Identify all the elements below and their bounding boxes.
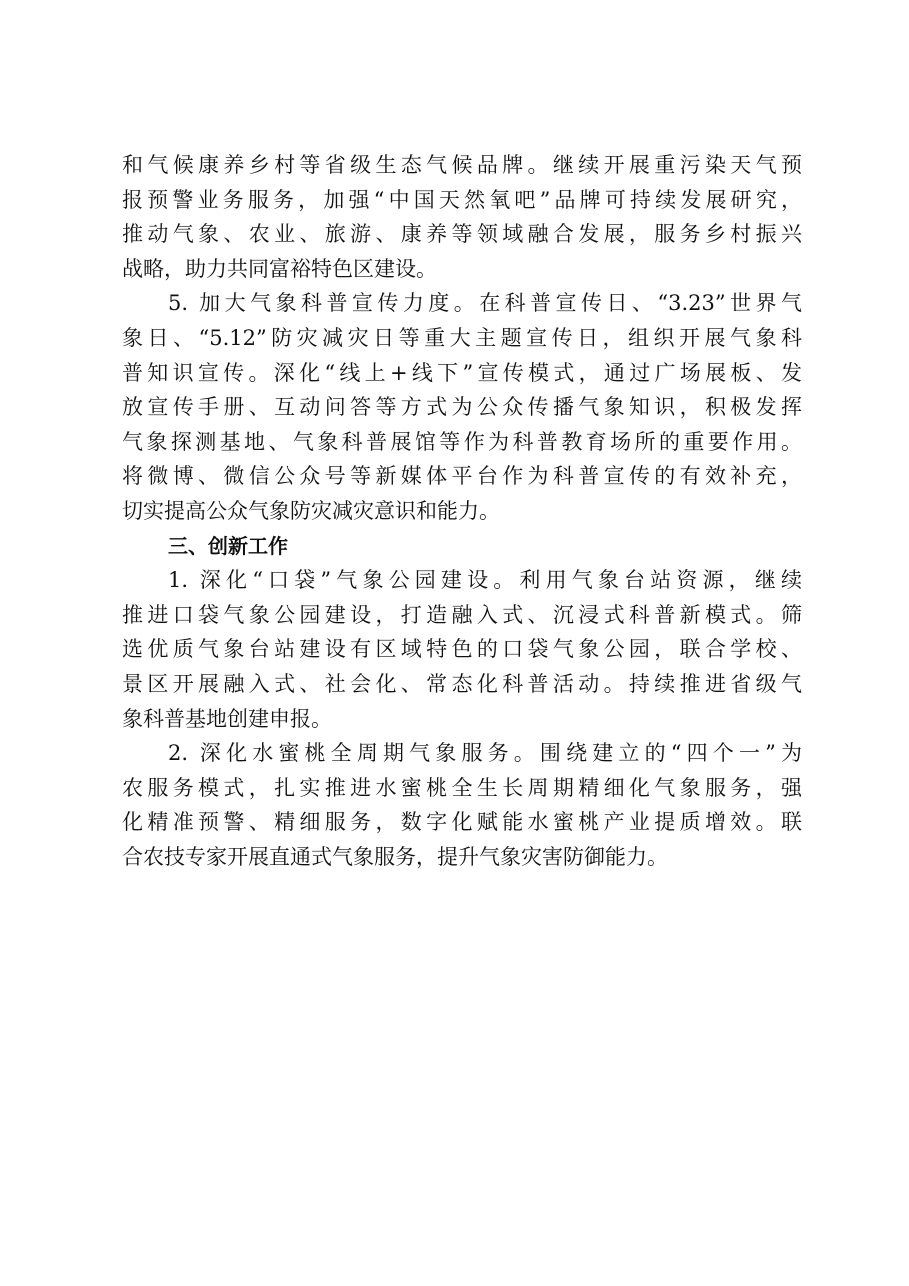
paragraph-last-line: 战略，助力共同富裕特色区建设。	[122, 256, 437, 281]
text-line: 景区开展融入式、社会化、常态化科普活动。持续推进省级气	[122, 671, 802, 696]
paragraph-first-line: 5. 加大气象科普宣传力度。在科普宣传日、“3.23”世界气	[168, 291, 802, 316]
text-line: 放宣传手册、互动问答等方式为公众传播气象知识，积极发挥	[122, 395, 802, 420]
paragraph-last-line: 象科普基地创建申报。	[122, 706, 332, 731]
text-line: 报预警业务服务，加强“中国天然氧吧”品牌可持续发展研究，	[122, 187, 802, 212]
document-body	[122, 148, 802, 874]
text-line: 农服务模式，扎实推进水蜜桃全生长周期精细化气象服务，强	[122, 775, 802, 800]
text-line: 推进口袋气象公园建设，打造融入式、沉浸式科普新模式。筛	[122, 602, 802, 627]
text-line: 和气候康养乡村等省级生态气候品牌。继续开展重污染天气预	[122, 153, 802, 177]
paragraph-first-line: 2. 深化水蜜桃全周期气象服务。围绕建立的“四个一”为	[168, 741, 802, 766]
text-line: 气象探测基地、气象科普展馆等作为科普教育场所的重要作用。	[122, 429, 802, 454]
text-line: 象日、“5.12”防灾减灾日等重大主题宣传日，组织开展气象科	[122, 325, 802, 350]
paragraph-last-line: 合农技专家开展直通式气象服务，提升气象灾害防御能力。	[122, 844, 668, 869]
text-line: 将微博、微信公众号等新媒体平台作为科普宣传的有效补充，	[122, 464, 802, 489]
paragraph-first-line: 1. 深化“口袋”气象公园建设。利用气象台站资源，继续	[168, 568, 802, 593]
text-line: 普知识宣传。深化“线上+线下”宣传模式，通过广场展板、发	[122, 360, 802, 385]
section-heading: 三、创新工作	[168, 533, 288, 558]
text-line: 选优质气象台站建设有区域特色的口袋气象公园，联合学校、	[122, 637, 802, 662]
text-line: 推动气象、农业、旅游、康养等领域融合发展，服务乡村振兴	[122, 222, 802, 247]
paragraph-last-line: 切实提高公众气象防灾减灾意识和能力。	[122, 498, 500, 523]
text-line: 化精准预警、精细服务，数字化赋能水蜜桃产业提质增效。联	[122, 810, 802, 835]
